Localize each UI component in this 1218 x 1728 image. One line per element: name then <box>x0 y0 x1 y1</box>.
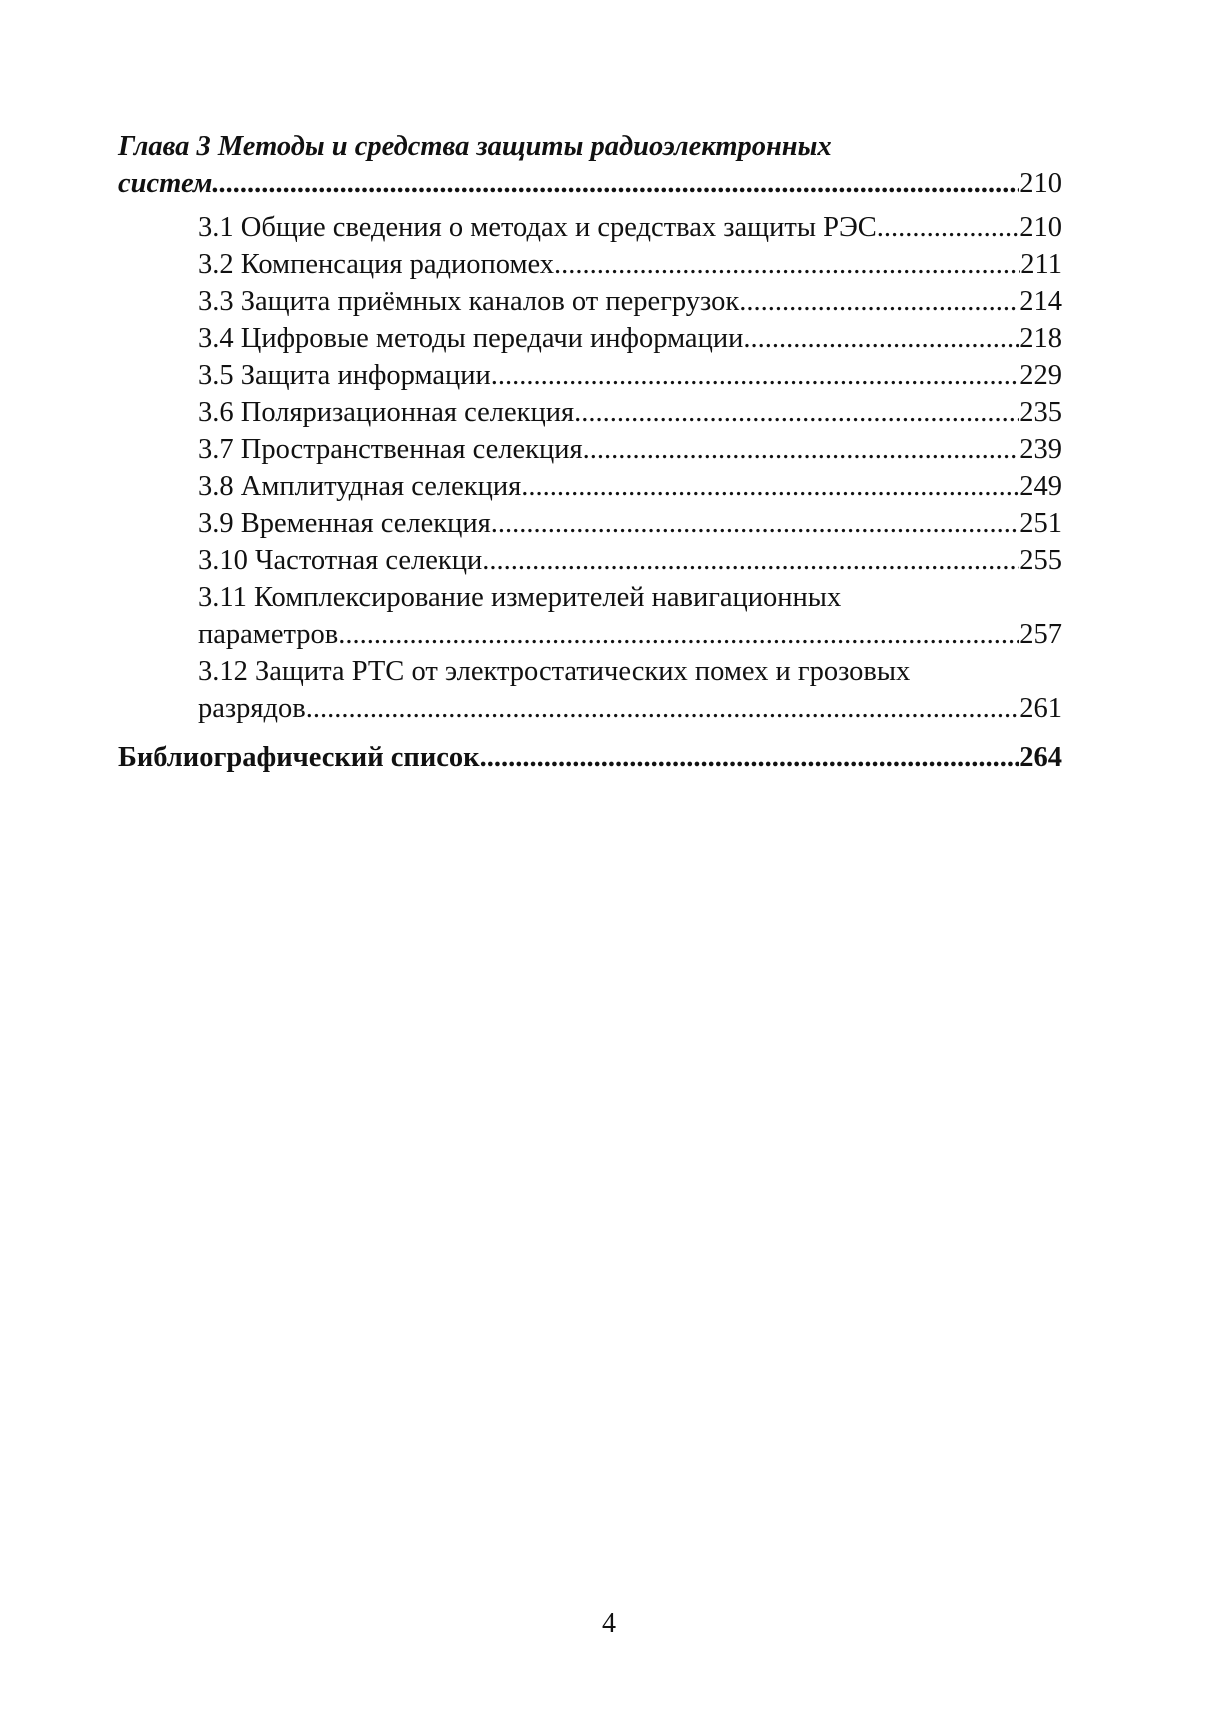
dot-leader <box>491 505 1020 542</box>
entry-title: 3.10 Частотная селекци <box>198 545 483 576</box>
toc-bibliography <box>118 739 1062 776</box>
entry-title-end: разрядов <box>198 693 306 724</box>
toc-entry-3-4 <box>118 320 1062 357</box>
entry-title-line2 <box>198 690 1062 727</box>
toc-entry-3-3 <box>118 283 1062 320</box>
entry-title-end: параметров <box>198 619 339 650</box>
entry-page: 249 <box>1019 471 1062 502</box>
dot-leader <box>482 542 1019 579</box>
entry-page: 214 <box>1019 286 1062 317</box>
toc-entry-3-10 <box>118 542 1062 579</box>
entry-page: 210 <box>1019 212 1062 243</box>
entry-title: 3.3 Защита приёмных каналов от перегрузок <box>198 286 740 317</box>
entry-title: 3.8 Амплитудная селекция <box>198 471 522 502</box>
dot-leader <box>338 616 1019 653</box>
entry-page: 257 <box>1019 619 1062 650</box>
page-number: 4 <box>602 1608 616 1639</box>
toc-entry-3-5 <box>118 357 1062 394</box>
dot-leader <box>743 320 1019 357</box>
entry-page: 255 <box>1019 545 1062 576</box>
entry-title: 3.1 Общие сведения о методах и средствах защиты РЭС <box>198 212 877 243</box>
bibliography-title: Библиографический список <box>118 742 480 773</box>
entry-title-line1: 3.12 Защита РТС от электростатических помех и грозовых <box>198 656 911 687</box>
toc-entry-3-9 <box>118 505 1062 542</box>
entry-title: 3.5 Защита информации <box>198 360 491 391</box>
toc-entry-3-7 <box>118 431 1062 468</box>
chapter-title-line1: Глава 3 Методы и средства защиты радиоэлектронных <box>118 131 832 162</box>
dot-leader <box>554 246 1020 283</box>
dot-leader <box>739 283 1019 320</box>
toc-entry-3-8 <box>118 468 1062 505</box>
dot-leader <box>480 739 1020 776</box>
dot-leader <box>877 209 1019 246</box>
entry-title: 3.2 Компенсация радиопомех <box>198 249 555 280</box>
dot-leader <box>212 165 1019 202</box>
toc-entry-3-6 <box>118 394 1062 431</box>
bibliography-page: 264 <box>1019 742 1062 773</box>
chapter-page: 210 <box>1019 168 1062 199</box>
entry-page: 235 <box>1019 397 1062 428</box>
entry-page: 261 <box>1019 693 1062 724</box>
entry-page: 211 <box>1020 249 1062 280</box>
entry-page: 229 <box>1019 360 1062 391</box>
dot-leader <box>574 394 1019 431</box>
chapter-title-end: систем <box>118 168 213 199</box>
dot-leader <box>306 690 1020 727</box>
toc-chapter-3 <box>118 128 1062 202</box>
entry-title: 3.7 Пространственная селекция <box>198 434 583 465</box>
entry-title: 3.6 Поляризационная селекция <box>198 397 575 428</box>
toc-entry-3-11 <box>118 579 1062 653</box>
dot-leader <box>491 357 1020 394</box>
dot-leader <box>583 431 1020 468</box>
entry-title: 3.9 Временная селекция <box>198 508 491 539</box>
toc-entry-3-12 <box>118 653 1062 727</box>
entry-title: 3.4 Цифровые методы передачи информации <box>198 323 744 354</box>
entry-page: 251 <box>1019 508 1062 539</box>
dot-leader <box>521 468 1019 505</box>
toc-entry-3-2 <box>118 246 1062 283</box>
entry-title-line2 <box>198 616 1062 653</box>
table-of-contents <box>118 128 1062 776</box>
entry-page: 218 <box>1019 323 1062 354</box>
entry-page: 239 <box>1019 434 1062 465</box>
entry-title-line1: 3.11 Комплексирование измерителей навигационных <box>198 582 842 613</box>
toc-entry-3-1 <box>118 209 1062 246</box>
chapter-title-line2 <box>118 165 1062 202</box>
